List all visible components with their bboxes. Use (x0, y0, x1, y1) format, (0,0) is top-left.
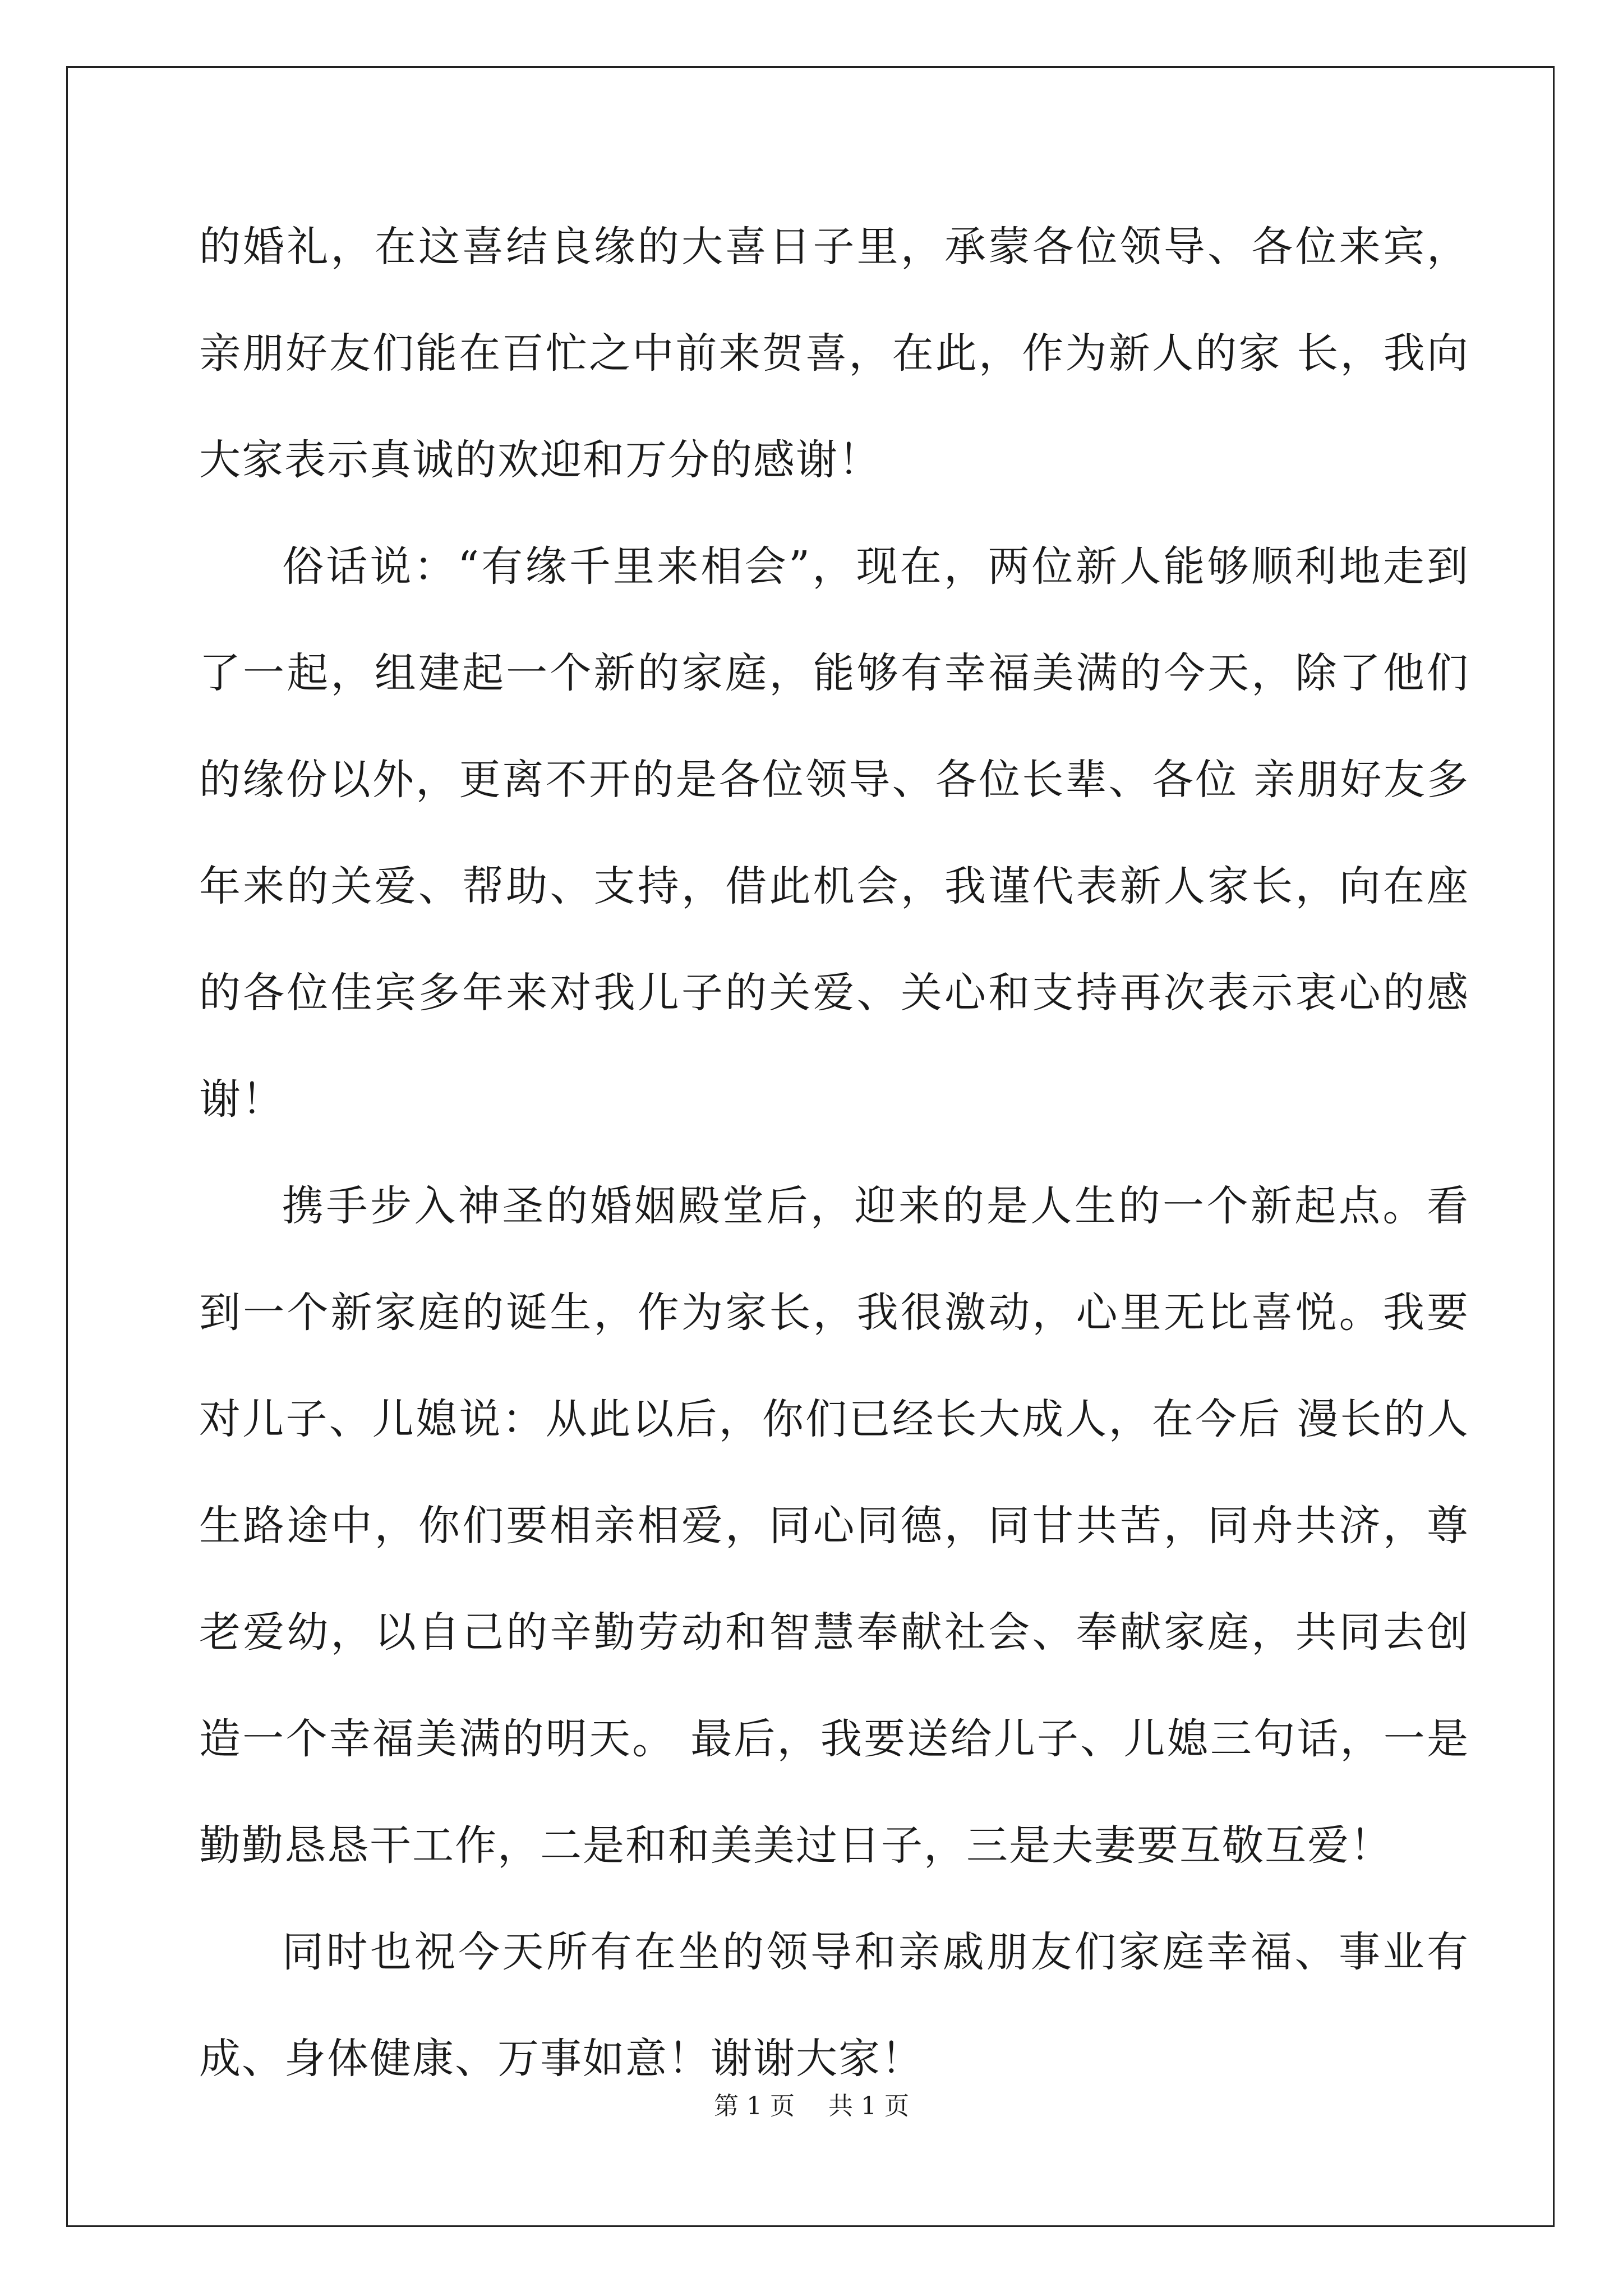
page-total: 共 1 页 (828, 2092, 909, 2120)
paragraph-3: 携手步入神圣的婚姻殿堂后，迎来的是人生的一个新起点。看到一个新家庭的诞生，作为家长，我很激动，心里无比喜悦。我要对儿子、儿媳说：从此以后，你们已经长大成人，在今后 漫长的人生路途中，你们要相亲相爱，同心同德，同甘共苦，同舟共济，尊老爱幼，以自己的辛勤劳动和智慧奉献社会、奉献家庭，共同去创造一个幸福美满的明天。 最后，我要送给儿子、儿媳三句话，一是勤勤恳恳干工作，二是和和美美过日子，三是夫妻要互敬互爱！ (199, 1182, 1469, 1870)
page-number: 第 1 页 (714, 2092, 795, 2120)
paragraph-2: 俗话说：“有缘千里来相会”，现在，两位新人能够顺利地走到了一起，组建起一个新的家庭，能够有幸福美满的今天，除了他们的缘份以外，更离不开的是各位领导、各位长辈、各位 亲朋好友多年来的关爱、帮助、支持，借此机会，我谨代表新人家长，向在座的各位佳宾多年来对我儿子的关爱、关心和支持再次表示衷心的感谢！ (199, 542, 1469, 1124)
paragraph-4: 同时也祝今天所有在坐的领导和亲戚朋友们家庭幸福、事业有成、身体健康、万事如意！谢谢大家！ (199, 1928, 1469, 2083)
document-body (199, 194, 1469, 2112)
paragraph-1: 的婚礼，在这喜结良缘的大喜日子里，承蒙各位领导、各位来宾，亲朋好友们能在百忙之中前来贺喜，在此，作为新人的家 长，我向大家表示真诚的欢迎和万分的感谢！ (199, 223, 1469, 484)
page-footer (0, 2086, 1623, 2122)
